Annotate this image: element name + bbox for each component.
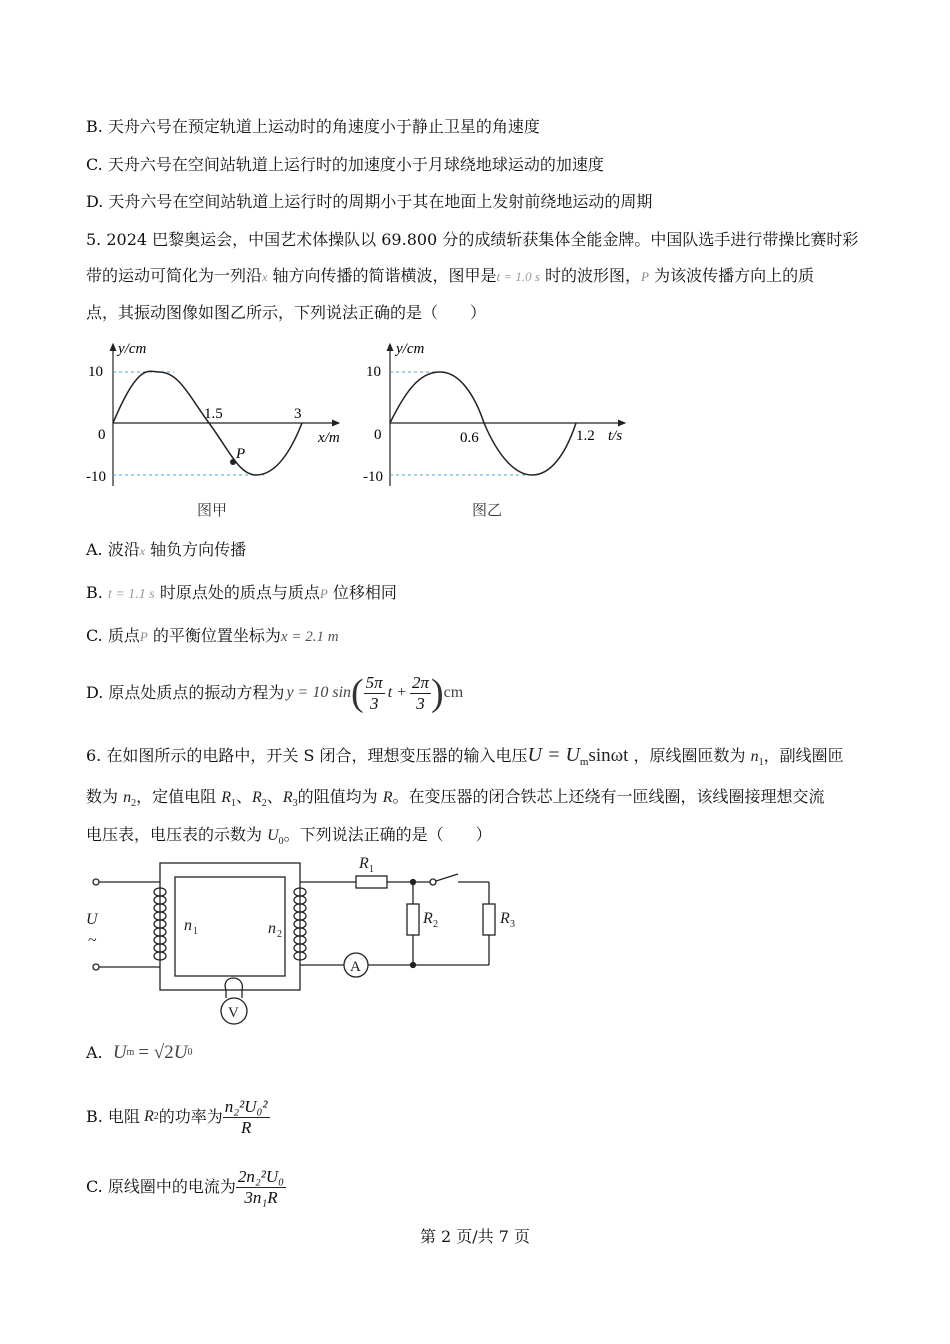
tick-0: 0 bbox=[98, 427, 106, 443]
label-r3-sub: 3 bbox=[510, 919, 515, 930]
frac-den: R bbox=[240, 1117, 252, 1137]
q4-option-c: C. 天舟六号在空间站轨道上运行时的加速度小于月球绕地球运动的加速度 bbox=[86, 155, 604, 174]
text: C. 质点 bbox=[86, 626, 140, 645]
switch-pivot bbox=[430, 879, 436, 885]
frac-1-num: 5π bbox=[365, 672, 383, 692]
paren-open: ( bbox=[351, 672, 364, 714]
q4-option-b: B. 天舟六号在预定轨道上运动时的角速度小于静止卫星的角速度 bbox=[86, 117, 540, 136]
math-sub: 1 bbox=[231, 798, 236, 810]
frac-num: n₂²U₀² bbox=[224, 1096, 268, 1116]
math-sub: 1 bbox=[758, 757, 764, 769]
text: B. 电阻 bbox=[86, 1107, 140, 1126]
input-terminal-bottom bbox=[93, 964, 99, 970]
resistor-r1 bbox=[356, 876, 387, 888]
math-sub: 0 bbox=[187, 1047, 193, 1058]
math-sin: sinωt bbox=[588, 745, 629, 766]
text: 时原点处的质点与质点 bbox=[159, 583, 320, 602]
vibration-graph-yi bbox=[360, 336, 640, 491]
text: 电压表，电压表的示数为 bbox=[86, 825, 263, 844]
label-ammeter: A bbox=[350, 959, 361, 975]
text: 。在变压器的闭合铁芯上还绕有一匝线圈，该线圈接理想交流 bbox=[392, 787, 825, 806]
q6-option-a bbox=[86, 1040, 192, 1066]
math-sub: m bbox=[126, 1047, 135, 1058]
switch-s bbox=[436, 874, 458, 881]
text: A. bbox=[86, 1043, 103, 1062]
caption-yi: 图乙 bbox=[472, 501, 503, 519]
math-sub: m bbox=[579, 756, 589, 769]
math-t: t + bbox=[387, 684, 407, 701]
math-t: t = 1.0 s bbox=[496, 269, 540, 284]
frac-2 bbox=[410, 673, 431, 714]
label-n2: n bbox=[268, 920, 276, 937]
label-r2-sub: 2 bbox=[433, 919, 438, 930]
page-footer: 第 2 页/共 7 页 bbox=[419, 1227, 531, 1246]
resistor-r3 bbox=[483, 904, 495, 935]
q6-stem-line2 bbox=[86, 787, 825, 814]
q4-option-d: D. 天舟六号在空间站轨道上运行时的周期小于其在地面上发射前绕地运动的周期 bbox=[86, 192, 653, 211]
text: 的平衡位置坐标为 bbox=[152, 626, 281, 645]
q6-option-c bbox=[86, 1162, 286, 1212]
math-n: n bbox=[750, 748, 759, 765]
text: 的阻值均为 bbox=[297, 787, 378, 806]
tick-neg10: -10 bbox=[86, 469, 106, 485]
unit-cm: cm bbox=[443, 684, 464, 701]
t-axis-label: t/s bbox=[608, 428, 623, 444]
q5-option-b bbox=[86, 583, 397, 605]
transformer-core bbox=[160, 863, 300, 990]
math-eq: x = 2.1 m bbox=[280, 629, 339, 645]
tick-10: 10 bbox=[88, 364, 103, 380]
math-sub: 2 bbox=[261, 798, 267, 810]
q6-option-b bbox=[86, 1092, 270, 1142]
label-n1: n bbox=[184, 917, 192, 934]
text: 轴负方向传播 bbox=[150, 540, 247, 559]
text: 。下列说法正确的是（ ） bbox=[283, 825, 492, 844]
math-y: y = 10 sin bbox=[286, 684, 352, 701]
x-axis-label: x/m bbox=[318, 430, 340, 446]
tick-1-5: 1.5 bbox=[204, 406, 223, 422]
q5-stem-line2 bbox=[86, 266, 814, 287]
math-sub: 2 bbox=[153, 1111, 159, 1122]
text: 为该波传播方向上的质 bbox=[654, 266, 815, 285]
math-r: R bbox=[221, 789, 231, 806]
frac-2-num: 2π bbox=[411, 672, 429, 692]
text: C. 原线圈中的电流为 bbox=[86, 1177, 236, 1196]
text: D. 原点处质点的振动方程为 bbox=[86, 683, 285, 702]
text: 的功率为 bbox=[158, 1107, 223, 1126]
math-t: t = 1.1 s bbox=[107, 587, 155, 602]
text: 6. 在如图所示的电路中，开关 S 闭合，理想变压器的输入电压 bbox=[86, 746, 528, 765]
label-n2-sub: 2 bbox=[277, 929, 282, 940]
math-r: R bbox=[143, 1108, 154, 1125]
tick-3: 3 bbox=[294, 406, 302, 422]
math-u0: U bbox=[173, 1042, 188, 1063]
text: ，原线圈匝数为 bbox=[633, 746, 746, 765]
q6-stem-line3 bbox=[86, 825, 492, 852]
secondary-coil bbox=[300, 888, 306, 960]
math-u: U bbox=[267, 827, 279, 844]
text: 轴方向传播的简谐横波，图甲是 bbox=[272, 266, 497, 285]
transformer-circuit bbox=[82, 850, 522, 1030]
text: A. 波沿 bbox=[86, 540, 140, 559]
label-n1-sub: 1 bbox=[193, 926, 198, 937]
tick-0: 0 bbox=[374, 427, 382, 443]
point-p-label: P bbox=[236, 446, 246, 462]
text: 位移相同 bbox=[332, 583, 397, 602]
q5-stem-line1: 5. 2024 巴黎奥运会，中国艺术体操队以 69.800 分的成绩斩获集体全能金牌。中国队选手进行带操比赛时彩 bbox=[86, 230, 859, 249]
math-p: P bbox=[139, 629, 148, 644]
math-x: x bbox=[262, 270, 268, 284]
frac-1 bbox=[364, 673, 385, 714]
text: 时的波形图， bbox=[545, 266, 642, 285]
text: ，定值电阻 bbox=[136, 787, 217, 806]
math-eq: = √2 bbox=[138, 1042, 174, 1063]
y-axis-label: y/cm bbox=[118, 341, 147, 357]
text: ，副线圈匝 bbox=[763, 746, 844, 765]
frac-2-den: 3 bbox=[416, 693, 425, 713]
frac-num: 2n₂²U₀ bbox=[237, 1166, 285, 1186]
q5-option-a bbox=[86, 540, 246, 561]
tick-neg10: -10 bbox=[363, 469, 383, 485]
text: 、 bbox=[236, 787, 253, 806]
math-r: R bbox=[382, 789, 393, 806]
text: 带的运动可简化为一列沿 bbox=[86, 266, 263, 285]
resistor-r2 bbox=[407, 904, 419, 935]
math-u: U bbox=[112, 1042, 127, 1063]
math-p: P bbox=[319, 586, 328, 601]
wave-graph-jia bbox=[84, 336, 364, 491]
math-r: R bbox=[252, 789, 262, 806]
label-r3: R bbox=[500, 910, 510, 927]
caption-jia: 图甲 bbox=[197, 501, 228, 519]
q6-stem-line1 bbox=[86, 745, 844, 773]
math-x: x bbox=[139, 544, 146, 558]
label-ac: ~ bbox=[88, 932, 97, 949]
text: 数为 bbox=[86, 787, 119, 806]
frac-power bbox=[223, 1097, 270, 1138]
label-r1: R bbox=[359, 855, 369, 872]
label-voltmeter: V bbox=[228, 1005, 239, 1021]
primary-coil bbox=[154, 888, 160, 960]
text: B. bbox=[86, 583, 103, 602]
q5-option-c bbox=[86, 626, 339, 647]
tick-10: 10 bbox=[366, 364, 381, 380]
frac-den: 3n₁R bbox=[244, 1187, 278, 1207]
tick-1-2: 1.2 bbox=[576, 428, 595, 444]
y-axis-label: y/cm bbox=[396, 341, 425, 357]
math-sub: 3 bbox=[292, 798, 298, 810]
input-terminal-top bbox=[93, 879, 99, 885]
q5-stem-line3: 点，其振动图像如图乙所示，下列说法正确的是（ ） bbox=[86, 303, 487, 322]
math-n: n bbox=[123, 789, 132, 806]
paren-close: ) bbox=[430, 672, 444, 714]
label-u: U bbox=[86, 911, 98, 928]
tick-0-6: 0.6 bbox=[460, 430, 479, 446]
math-p: P bbox=[641, 269, 649, 284]
text: 、 bbox=[266, 787, 283, 806]
frac-1-den: 3 bbox=[369, 693, 379, 713]
math-r: R bbox=[282, 789, 293, 806]
math-sub: 0 bbox=[278, 836, 284, 848]
math-u: U = U bbox=[527, 744, 580, 766]
label-r1-sub: 1 bbox=[369, 864, 374, 875]
math-sub: 2 bbox=[131, 798, 137, 810]
junction-bottom bbox=[411, 963, 416, 968]
q5-option-d bbox=[86, 668, 463, 718]
label-r2: R bbox=[423, 910, 433, 927]
frac-current bbox=[236, 1167, 286, 1208]
